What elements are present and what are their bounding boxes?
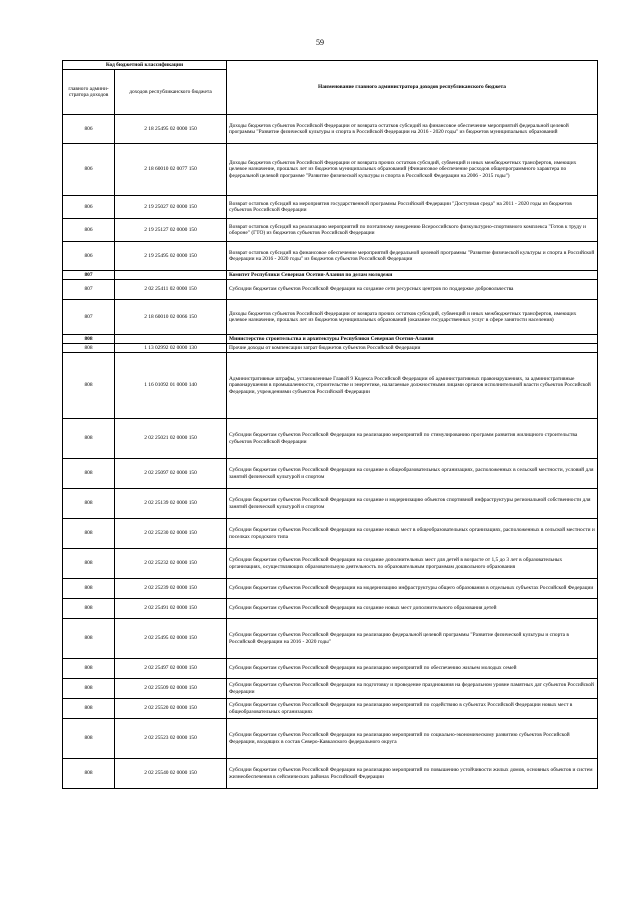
income-code-cell: 2 02 25097 02 0000 150 [115,459,227,489]
income-code-cell: 2 02 25540 02 0000 150 [115,759,227,789]
admin-code-cell: 808 [63,549,115,579]
name-cell: Субсидии бюджетам субъектов Российской Федерации на реализацию мероприятий по повышению устойчивости жилых домов, основных объектов и систем жизнеобеспечения в сейсмических районах Российской Федерации [227,759,598,789]
admin-code-cell: 808 [63,353,115,419]
header-col-admin-code: главного админи-стратора доходов [63,70,115,115]
income-code-cell: 2 02 25495 02 0000 150 [115,619,227,659]
income-code-cell: 2 02 25523 02 0000 150 [115,719,227,759]
table-row [63,271,598,280]
table-row [63,489,598,519]
table-row [63,344,598,353]
income-code-cell: 2 18 60010 02 0077 150 [115,144,227,196]
admin-code-cell: 807 [63,280,115,300]
income-code-cell: 1 16 01092 01 0000 140 [115,353,227,419]
table-row [63,459,598,489]
header-col-name: Наименование главного администратора доходов республиканского бюджета [227,61,598,115]
table-row [63,679,598,699]
income-code-cell [115,271,227,280]
name-cell: Субсидии бюджетам субъектов Российской Федерации на создание сети ресурсных центров по поддержке добровольчества [227,280,598,300]
name-cell: Возврат остатков субсидий на мероприятия государственной программы Российской Федерации "Доступная среда" на 2011 - 2020 годы из бюджетов субъектов Российской Федерации [227,196,598,219]
name-cell: Доходы бюджетов субъектов Российской Федерации от возврата прочих остатков субсидий, субвенций и иных межбюджетных трансфертов, имеющих целевое назначение, прошлых лет из бюджетов муниципальных образований (оказание государственных услуг в сфере занятости населения) [227,300,598,335]
admin-code-cell: 806 [63,196,115,219]
table-row [63,619,598,659]
name-cell: Возврат остатков субсидий на реализацию мероприятий по поэтапному внедрению Всероссийского физкультурно-спортивного комплекса "Готов к труду и обороне" (ГТО) из бюджетов субъектов Российской Федерации [227,219,598,242]
name-cell: Комитет Республики Северная Осетия-Алания по делам молодежи [227,271,598,280]
income-code-cell: 2 02 25491 02 0000 150 [115,599,227,619]
admin-code-cell: 808 [63,699,115,719]
name-cell: Субсидии бюджетам субъектов Российской Федерации на создание дополнительных мест для детей в возрасте от 1,5 до 3 лет в образовательных организациях, осуществляющих образовательную деятельность по образовательным программам дошкольного образования [227,549,598,579]
admin-code-cell: 806 [63,144,115,196]
name-cell: Субсидии бюджетам субъектов Российской Федерации на создание новых мест в общеобразовательных организациях, расположенных в сельской местности и поселках городского типа [227,519,598,549]
table-row [63,219,598,242]
budget-classification-table [62,60,598,789]
admin-code-cell: 808 [63,579,115,599]
name-cell: Министерство строительства и архитектуры Республики Северная Осетия-Алания [227,335,598,344]
income-code-cell: 2 02 25411 02 0000 150 [115,280,227,300]
admin-code-cell: 808 [63,719,115,759]
income-code-cell: 2 02 25497 02 0000 150 [115,659,227,679]
name-cell: Субсидии бюджетам субъектов Российской Федерации на реализацию мероприятий по стимулированию программ развития жилищного строительства субъектов Российской Федерации [227,419,598,459]
table-row [63,280,598,300]
admin-code-cell: 806 [63,219,115,242]
name-cell: Субсидии бюджетам субъектов Российской Федерации на реализацию мероприятий по социально-экономическому развитию субъектов Российской Федерации, входящих в состав Северо-Кавказского федерального округа [227,719,598,759]
header-col-income-code: доходов республиканского бюджета [115,70,227,115]
income-code-cell: 2 02 25232 02 0000 150 [115,549,227,579]
table-row [63,115,598,144]
income-code-cell: 2 18 25495 02 0000 150 [115,115,227,144]
income-code-cell: 2 02 25239 02 0000 150 [115,579,227,599]
income-code-cell: 2 02 25230 02 0000 150 [115,519,227,549]
admin-code-cell: 808 [63,659,115,679]
admin-code-cell: 808 [63,679,115,699]
income-code-cell: 2 18 60010 02 0066 150 [115,300,227,335]
table-row [63,353,598,419]
table-body [63,115,598,789]
name-cell: Доходы бюджетов субъектов Российской Федерации от возврата остатков субсидий на финансовое обеспечение мероприятий федеральной целевой программы "Развитие физической культуры и спорта в Российской Федерации на 2016 - 2020 годы" из бюджетов муниципальных образований [227,115,598,144]
table-row [63,419,598,459]
table-row [63,759,598,789]
income-code-cell [115,335,227,344]
admin-code-cell: 807 [63,271,115,280]
name-cell: Субсидии бюджетам субъектов Российской Федерации на реализацию мероприятий по обеспечению жильем молодых семей [227,659,598,679]
page-number: 59 [316,38,324,47]
table-row [63,599,598,619]
table-row [63,196,598,219]
admin-code-cell: 808 [63,419,115,459]
admin-code-cell: 808 [63,519,115,549]
income-code-cell: 2 02 25139 02 0000 150 [115,489,227,519]
table-row [63,659,598,679]
table-row [63,719,598,759]
table-row [63,144,598,196]
income-code-cell: 2 02 25021 02 0000 150 [115,419,227,459]
income-code-cell: 2 19 25495 02 0000 150 [115,242,227,271]
admin-code-cell: 808 [63,599,115,619]
name-cell: Субсидии бюджетам субъектов Российской Федерации на реализацию мероприятий по содействию в субъектах Российской Федерации новых мест в общеобразовательных организациях [227,699,598,719]
income-code-cell: 2 19 25027 02 0000 150 [115,196,227,219]
admin-code-cell: 808 [63,619,115,659]
admin-code-cell: 808 [63,489,115,519]
admin-code-cell: 808 [63,759,115,789]
name-cell: Прочие доходы от компенсации затрат бюджетов субъектов Российской Федерации [227,344,598,353]
income-code-cell: 1 13 02992 02 0000 130 [115,344,227,353]
name-cell: Субсидии бюджетам субъектов Российской Федерации на модернизацию инфраструктуры общего образования в отдельных субъектах Российской Федерации [227,579,598,599]
income-code-cell: 2 19 25127 02 0000 150 [115,219,227,242]
admin-code-cell: 806 [63,115,115,144]
name-cell: Доходы бюджетов субъектов Российской Федерации от возврата прочих остатков субсидий, субвенций и иных межбюджетных трансфертов, имеющих целевое назначение, прошлых лет из бюджетов муниципальных образований (Финансовое обеспечение расходов общепрограммного характера по федеральной целевой программе "Развитие физической культуры и спорта в Российской Федерации на 2006 - 2015 годы") [227,144,598,196]
name-cell: Субсидии бюджетам субъектов Российской Федерации на реализацию федеральной целевой программы "Развитие физической культуры и спорта в Российской Федерации на 2016 - 2020 годы" [227,619,598,659]
header-group-title: Код бюджетной классификации [63,61,227,70]
admin-code-cell: 806 [63,242,115,271]
income-code-cell: 2 02 25509 02 0000 150 [115,679,227,699]
admin-code-cell: 807 [63,300,115,335]
table-row [63,242,598,271]
income-code-cell: 2 02 25520 02 0000 150 [115,699,227,719]
table-row [63,699,598,719]
name-cell: Субсидии бюджетам субъектов Российской Федерации на создание новых мест дополнительного образования детей [227,599,598,619]
name-cell: Административные штрафы, установленные Главой 9 Кодекса Российской Федерации об административных правонарушениях, за административные правонарушения в промышленности, строительстве и энергетике, налагаемые должностными лицами органов исполнительной власти субъектов Российской Федерации, учреждениями субъектов Российской Федерации [227,353,598,419]
name-cell: Возврат остатков субсидий на финансовое обеспечение мероприятий федеральной целевой программы "Развитие физической культуры и спорта в Российской Федерации на 2016 - 2020 годы" из бюджетов субъектов Российской Федерации [227,242,598,271]
table-row [63,549,598,579]
name-cell: Субсидии бюджетам субъектов Российской Федерации на подготовку и проведение празднования на федеральном уровне памятных дат субъектов Российской Федерации [227,679,598,699]
admin-code-cell: 808 [63,344,115,353]
admin-code-cell: 808 [63,459,115,489]
table-row [63,335,598,344]
table-row [63,579,598,599]
name-cell: Субсидии бюджетам субъектов Российской Федерации на создание и модернизацию объектов спортивной инфраструктуры региональной собственности для занятий физической культурой и спортом [227,489,598,519]
table-row [63,519,598,549]
name-cell: Субсидии бюджетам субъектов Российской Федерации на создание в общеобразовательных организациях, расположенных в сельской местности, условий для занятий физической культурой и спортом [227,459,598,489]
admin-code-cell: 808 [63,335,115,344]
table-row [63,300,598,335]
